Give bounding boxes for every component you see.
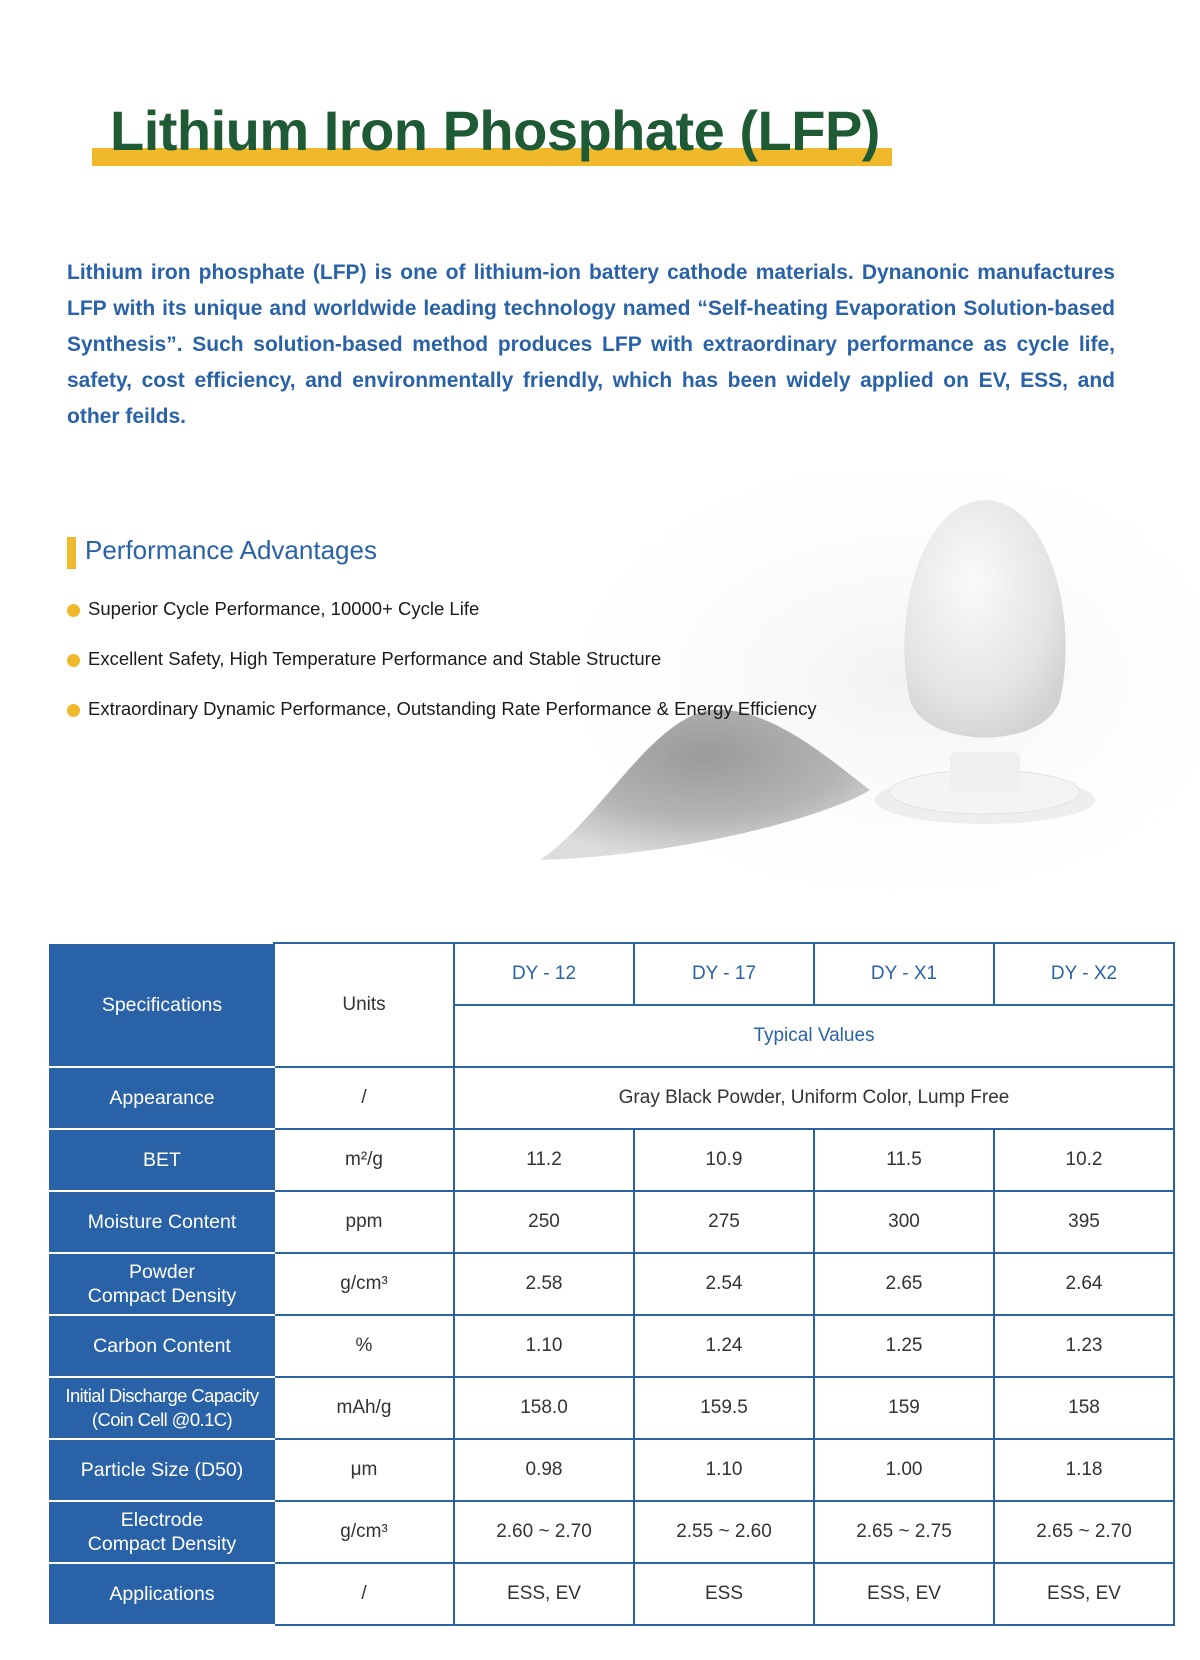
row-value: ESS, EV bbox=[454, 1563, 634, 1625]
row-label-line: Particle Size (D50) bbox=[80, 1459, 244, 1481]
row-label-line: Compact Density bbox=[87, 1533, 237, 1555]
table-header-row bbox=[50, 943, 1174, 1005]
row-value: 159.5 bbox=[634, 1377, 814, 1439]
row-unit: g/cm³ bbox=[274, 1253, 454, 1315]
row-value: 159 bbox=[814, 1377, 994, 1439]
spec-rows bbox=[50, 1129, 1174, 1625]
row-value: 1.23 bbox=[994, 1315, 1174, 1377]
bullet-dot-icon bbox=[67, 654, 80, 667]
row-value: 1.18 bbox=[994, 1439, 1174, 1501]
typical-values-header: Typical Values bbox=[454, 1005, 1174, 1067]
row-unit: % bbox=[274, 1315, 454, 1377]
row-value: 1.24 bbox=[634, 1315, 814, 1377]
title-block bbox=[92, 98, 880, 163]
units-header: Units bbox=[274, 943, 454, 1067]
row-label bbox=[50, 1315, 274, 1377]
row-value: 1.10 bbox=[634, 1439, 814, 1501]
model-header: DY - X1 bbox=[814, 943, 994, 1005]
advantage-text: Excellent Safety, High Temperature Performance and Stable Structure bbox=[88, 648, 662, 669]
table-row bbox=[50, 1439, 1174, 1501]
model-header: DY - 17 bbox=[634, 943, 814, 1005]
list-item bbox=[67, 598, 817, 648]
row-label-line: Initial Discharge Capacity bbox=[65, 1385, 259, 1406]
appearance-value: Gray Black Powder, Uniform Color, Lump Free bbox=[454, 1067, 1174, 1129]
row-value: 275 bbox=[634, 1191, 814, 1253]
row-value: 11.5 bbox=[814, 1129, 994, 1191]
bullet-dot-icon bbox=[67, 704, 80, 717]
row-value: 10.9 bbox=[634, 1129, 814, 1191]
heading-marker bbox=[67, 537, 76, 569]
row-value: 2.64 bbox=[994, 1253, 1174, 1315]
row-value: 158.0 bbox=[454, 1377, 634, 1439]
row-value: 2.58 bbox=[454, 1253, 634, 1315]
row-label-line: BET bbox=[143, 1149, 181, 1171]
row-unit: / bbox=[274, 1067, 454, 1129]
row-value: 250 bbox=[454, 1191, 634, 1253]
row-value: ESS bbox=[634, 1563, 814, 1625]
row-label bbox=[50, 1129, 274, 1191]
row-value: 1.10 bbox=[454, 1315, 634, 1377]
row-value: 1.25 bbox=[814, 1315, 994, 1377]
spec-table bbox=[49, 942, 1175, 1626]
row-value: 2.60 ~ 2.70 bbox=[454, 1501, 634, 1563]
row-unit: μm bbox=[274, 1439, 454, 1501]
row-label bbox=[50, 1253, 274, 1315]
row-value: 2.55 ~ 2.60 bbox=[634, 1501, 814, 1563]
table-row bbox=[50, 1129, 1174, 1191]
row-label bbox=[50, 1439, 274, 1501]
table-row bbox=[50, 1377, 1174, 1439]
row-value: 10.2 bbox=[994, 1129, 1174, 1191]
row-label-line: (Coin Cell @0.1C) bbox=[91, 1409, 233, 1430]
advantages-list bbox=[67, 598, 817, 748]
flask-stem bbox=[950, 752, 1020, 792]
row-unit: g/cm³ bbox=[274, 1501, 454, 1563]
row-value: 0.98 bbox=[454, 1439, 634, 1501]
row-label bbox=[50, 1563, 274, 1625]
table-row bbox=[50, 1315, 1174, 1377]
row-value: ESS, EV bbox=[994, 1563, 1174, 1625]
model-header: DY - X2 bbox=[994, 943, 1174, 1005]
row-unit: mAh/g bbox=[274, 1377, 454, 1439]
row-value: 300 bbox=[814, 1191, 994, 1253]
table-row bbox=[50, 1067, 1174, 1129]
advantage-text: Extraordinary Dynamic Performance, Outstanding Rate Performance & Energy Efficiency bbox=[88, 698, 817, 719]
row-label-line: Powder bbox=[128, 1261, 196, 1283]
row-label: Appearance bbox=[50, 1067, 274, 1129]
row-value: 11.2 bbox=[454, 1129, 634, 1191]
list-item bbox=[67, 648, 817, 698]
spec-header: Specifications bbox=[50, 943, 274, 1067]
row-value: 2.54 bbox=[634, 1253, 814, 1315]
row-label bbox=[50, 1191, 274, 1253]
row-unit: / bbox=[274, 1563, 454, 1625]
page-title: Lithium Iron Phosphate (LFP) bbox=[110, 99, 880, 162]
row-unit: ppm bbox=[274, 1191, 454, 1253]
intro-paragraph: Lithium iron phosphate (LFP) is one of lithium-ion battery cathode materials. Dynanonic manufactures LFP with its unique and worldwide leading technology named “Self-heating Evaporation Solution-based Synthesis”. Such solution-based method produces LFP with extraordinary performance as cycle life, safety, cost efficiency, and environmentally friendly, which has been widely applied on EV, ESS, and other feilds. bbox=[67, 261, 1115, 428]
row-label bbox=[50, 1377, 274, 1439]
advantage-text: Superior Cycle Performance, 10000+ Cycle Life bbox=[88, 598, 480, 619]
row-value: 158 bbox=[994, 1377, 1174, 1439]
row-label-line: Carbon Content bbox=[93, 1335, 231, 1357]
row-label-line: Electrode bbox=[120, 1509, 204, 1531]
list-item bbox=[67, 698, 817, 748]
model-header: DY - 12 bbox=[454, 943, 634, 1005]
table-row bbox=[50, 1563, 1174, 1625]
bullet-dot-icon bbox=[67, 604, 80, 617]
row-unit: m²/g bbox=[274, 1129, 454, 1191]
row-value: 395 bbox=[994, 1191, 1174, 1253]
row-value: ESS, EV bbox=[814, 1563, 994, 1625]
table-row bbox=[50, 1191, 1174, 1253]
table-row bbox=[50, 1253, 1174, 1315]
table-row bbox=[50, 1501, 1174, 1563]
row-value: 2.65 ~ 2.70 bbox=[994, 1501, 1174, 1563]
advantages-title: Performance Advantages bbox=[85, 535, 377, 565]
row-value: 1.00 bbox=[814, 1439, 994, 1501]
row-value: 2.65 bbox=[814, 1253, 994, 1315]
row-label-line: Compact Density bbox=[87, 1285, 237, 1307]
row-label-line: Applications bbox=[109, 1583, 215, 1605]
row-label bbox=[50, 1501, 274, 1563]
row-value: 2.65 ~ 2.75 bbox=[814, 1501, 994, 1563]
row-label-line: Moisture Content bbox=[87, 1211, 237, 1233]
